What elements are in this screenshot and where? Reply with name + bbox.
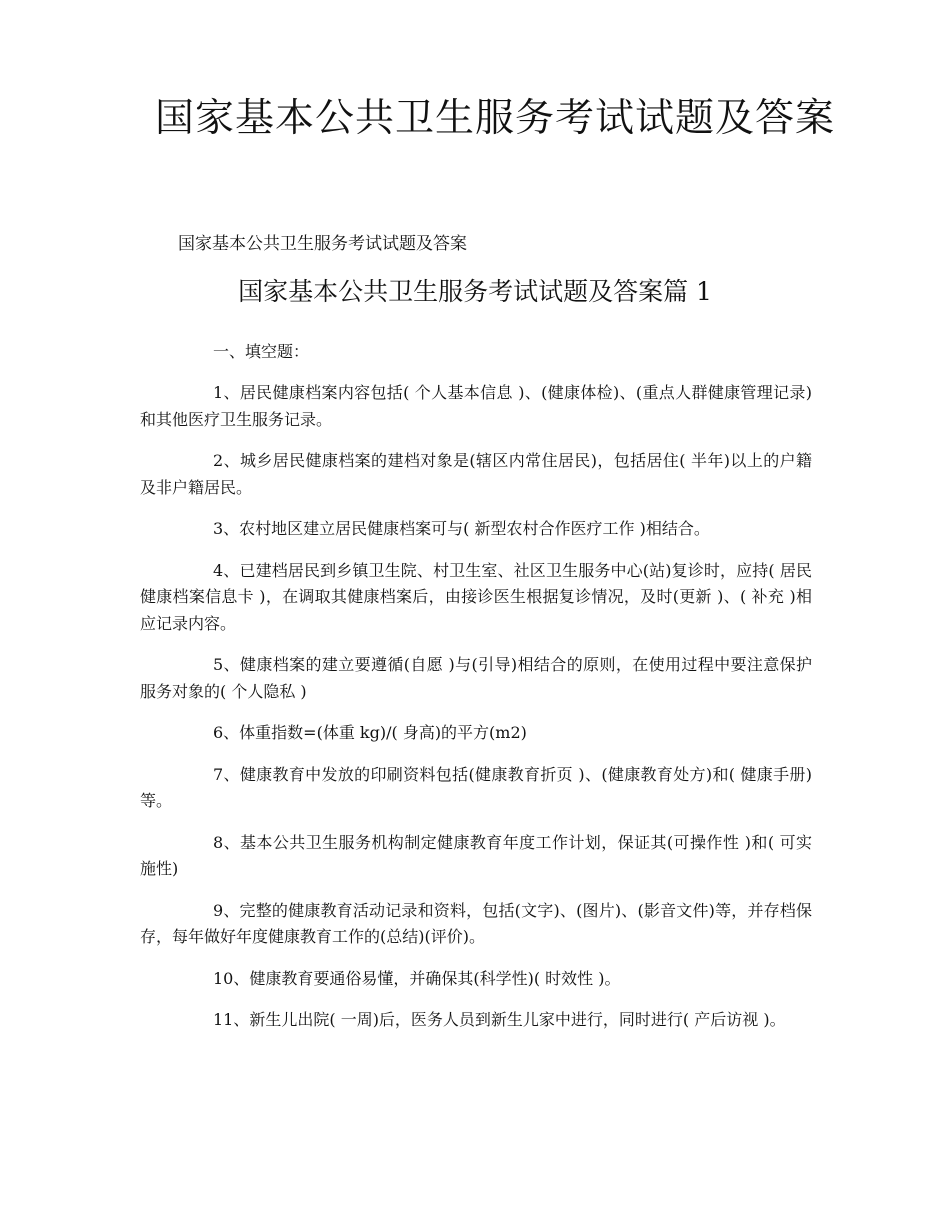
main-title: 国家基本公共卫生服务考试试题及答案: [154, 96, 835, 141]
question-item: 6、体重指数=(体重 kg)/( 身高)的平方(m2): [213, 723, 527, 742]
question-item: 3、农村地区建立居民健康档案可与( 新型农村合作医疗工作 )相结合。: [213, 519, 710, 538]
question-item: 10、健康教育要通俗易懂，并确保其(科学性)( 时效性 )。: [213, 968, 621, 988]
question-item: 2、城乡居民健康档案的建档对象是(辖区内常住居民)，包括居住( 半年)以上的户籍及非户籍居民。: [140, 451, 812, 497]
subtitle: 国家基本公共卫生服务考试试题及答案: [178, 234, 467, 254]
section-heading: 一、填空题：: [213, 342, 310, 361]
question-item: 7、健康教育中发放的印刷资料包括(健康教育折页 )、(健康教育处方)和( 健康手册)等。: [140, 764, 812, 810]
question-item: 5、健康档案的建立要遵循(自愿 )与(引导)相结合的原则，在使用过程中要注意保护服务对象的( 个人隐私 ): [140, 655, 812, 701]
question-item: 11、新生儿出院( 一周)后，医务人员到新生儿家中进行，同时进行( 产后访视 )。: [213, 1010, 786, 1029]
question-item: 8、基本公共卫生服务机构制定健康教育年度工作计划，保证其(可操作性 )和( 可实施性): [140, 832, 812, 878]
question-item: 1、居民健康档案内容包括( 个人基本信息 )、(健康体检)、(重点人群健康管理记录)和其他医疗卫生服务记录。: [140, 383, 812, 429]
question-item: 4、已建档居民到乡镇卫生院、村卫生室、社区卫生服务中心(站)复诊时，应持( 居民健康档案信息卡 )，在调取其健康档案后，由接诊医生根据复诊情况，及时(更新 )、( 补充 )相应记录内容。: [140, 560, 812, 633]
question-item: 9、完整的健康教育活动记录和资料，包括(文字)、(图片)、(影音文件)等，并存档保存，每年做好年度健康教育工作的(总结)(评价)。: [140, 900, 812, 946]
question-list: [140, 380, 812, 1049]
section-title: 国家基本公共卫生服务考试试题及答案篇 1: [238, 277, 712, 306]
